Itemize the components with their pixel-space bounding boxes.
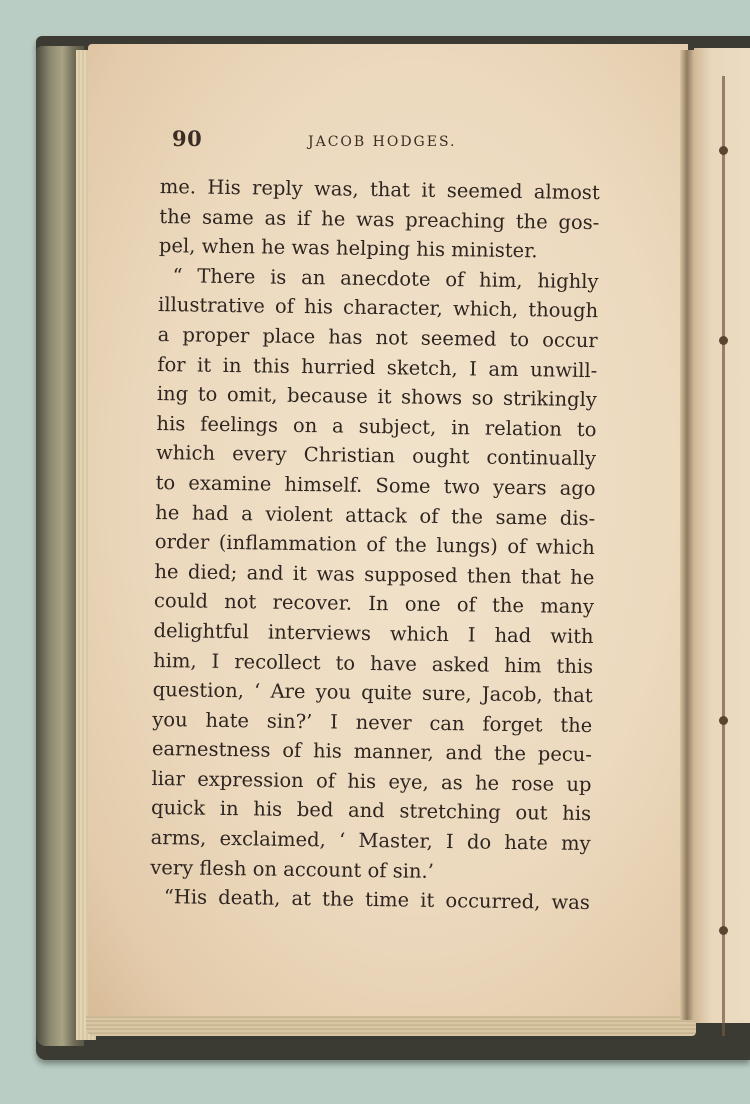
text-line: very flesh on account of sin.’	[150, 855, 435, 883]
running-head: JACOB HODGES.	[308, 134, 457, 150]
binding-stitch	[719, 926, 728, 935]
page-header	[170, 126, 620, 154]
text-line: ing to omit, because it shows so strikingly	[156, 382, 598, 412]
text-line: his feelings on a subject, in relation to	[156, 411, 597, 441]
text-line: quick in his bed and stretching out his	[150, 796, 592, 826]
text-line: which every Christian ought continually	[155, 441, 597, 471]
book-gutter	[680, 50, 694, 1020]
text-line: earnestness of his manner, and the pecu-	[151, 737, 593, 767]
text-line: for it in this hurried sketch, I am unwill-	[157, 352, 598, 382]
text-line: order (inflammation of the lungs) of which	[154, 530, 595, 560]
text-line: me. His reply was, that it seemed almost	[159, 174, 600, 205]
text-line: he died; and it was supposed then that he	[154, 559, 595, 589]
binding-stitch	[719, 716, 728, 725]
text-line: arms, exclaimed, ‘ Master, I do hate my	[150, 825, 591, 856]
page-number: 90	[172, 126, 203, 151]
text-line: him, I recollect to have asked him this	[153, 648, 594, 678]
text-line: he had a violent attack of the same dis-	[155, 500, 596, 530]
body-text	[150, 172, 600, 918]
text-line: “His death, at the time it occurred, was	[163, 885, 590, 915]
text-line: illustrative of his character, which, though	[157, 293, 599, 323]
text-line: you hate sin?’ I never can forget the	[152, 707, 593, 737]
text-line: to examine himself. Some two years ago	[155, 470, 596, 501]
binding-thread	[722, 76, 725, 1036]
text-line: a proper place has not seemed to occur	[157, 322, 598, 353]
text-line: liar expression of his eye, as he rose up	[151, 766, 592, 796]
binding-stitch	[719, 336, 728, 345]
binding-stitch	[719, 146, 728, 155]
text-line: question, ‘ Are you quite sure, Jacob, that	[152, 678, 593, 708]
text-line: pel, when he was helping his minister.	[158, 234, 538, 263]
page-bottom-edge	[86, 1016, 696, 1036]
text-line: could not recover. In one of the many	[153, 589, 595, 619]
text-line: the same as if he was preaching the gos-	[159, 204, 600, 234]
text-line: “ There is an anecdote of him, highly	[172, 263, 599, 293]
text-line: delightful interviews which I had with	[153, 618, 594, 649]
